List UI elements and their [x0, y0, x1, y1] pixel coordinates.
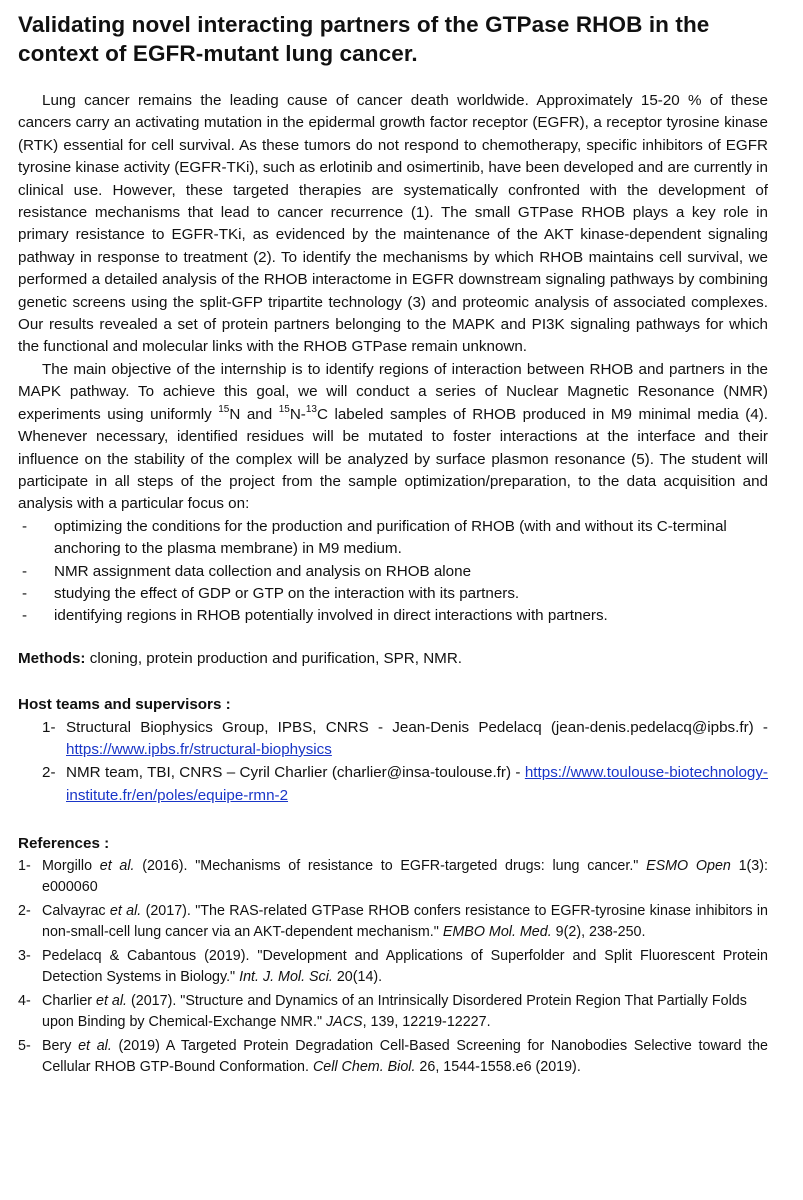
reference-item: 3- Pedelacq & Cabantous (2019). "Development and Applications of Superfolder and Split Fluorescent Protein Detection Systems in Biology." Int. J. Mol. Sci. 20(14).	[18, 947, 768, 985]
list-item: - NMR assignment data collection and analysis on RHOB alone	[18, 561, 768, 583]
intro-paragraph: Lung cancer remains the leading cause of cancer death worldwide. Approximately 15-20 % of these cancers carry an activating mutation in the epidermal growth factor receptor (EGFR), a receptor tyrosine kinase (RTK) essential for cell survival. As these tumors do not respond to chemotherapy, specific inhibitors of EGFR tyrosine kinase activity (EGFR-TKi), such as erlotinib and osimertinib, have been developed and are currently in clinical use. However, these targeted therapies are systematically confronted with the development of resistance mechanisms that lead to cancer recurrence (1). The small GTPase RHOB plays a key role in primary resistance to EGFR-TKi, as evidenced by the maintenance of the AKT kinase-dependent signaling pathway in response to treatment (2). To identify the mechanisms by which RHOB maintains cell survival, we performed a detailed analysis of the RHOB interactome in EGFR downstream signaling pathways by combining genetic screens using the split-GFP tripartite technology (3) and proteomic analysis of associated complexes. Our results revealed a set of protein partners belonging to the MAPK and PI3K signaling pathways for which the functional and molecular links with the RHOB GTPase remain unknown.	[18, 92, 768, 356]
objective-paragraph	[18, 359, 768, 516]
methods-text: cloning, protein production and purification, SPR, NMR.	[85, 649, 463, 667]
objective-text-1: The main objective of the internship is to identify regions of interaction between RHOB and partners in the MAPK pathway. To achieve this goal, we will conduct a series of Nuclear Magnetic Resonance (NMR) experiments using uniformly	[18, 360, 768, 423]
host-link-ipbs[interactable]: https://www.ipbs.fr/structural-biophysics	[66, 740, 332, 758]
hosts-list	[18, 717, 768, 808]
objective-text-2: N and	[229, 405, 279, 423]
bullet-dash: -	[22, 607, 28, 625]
host-link-tbi[interactable]: https://www.toulouse-biotechnology-institute.fr/en/poles/equipe-rmn-2	[66, 764, 768, 804]
isotope-superscript-1: 15	[218, 403, 230, 415]
list-item: - optimizing the conditions for the production and purification of RHOB (with and without its C-terminal anchoring to the plasma membrane) in M9 medium.	[22, 517, 727, 558]
host-item: 2- NMR team, TBI, CNRS – Cyril Charlier (charlier@insa-toulouse.fr) - https://www.toulouse-biotechnology-institute.fr/en/poles/equipe-rmn-2	[42, 764, 768, 804]
reference-item: 2- Calvayrac et al. (2017). "The RAS-related GTPase RHOB confers resistance to EGFR-tyrosine kinase inhibitors in non-small-cell lung cancer via an AKT-dependent mechanism." EMBO Mol. Med. 9(2), 238-250.	[18, 902, 768, 940]
references-heading: References :	[18, 835, 110, 853]
document-page	[18, 10, 768, 1081]
host-item: 1- Structural Biophysics Group, IPBS, CNRS - Jean-Denis Pedelacq (jean-denis.pedelacq@ipbs.fr) - https://www.ipbs.fr/structural-biophysics	[42, 718, 768, 758]
isotope-superscript-2: 15	[278, 403, 290, 415]
reference-item: 1- Morgillo et al. (2016). "Mechanisms of resistance to EGFR-targeted drugs: lung cancer." ESMO Open 1(3): e000060	[18, 857, 768, 895]
reference-item: 5- Bery et al. (2019) A Targeted Protein Degradation Cell-Based Screening for Nanobodies Selective toward the Cellular RHOB GTP-Bound Conformation. Cell Chem. Biol. 26, 1544-1558.e6 (2019).	[18, 1037, 769, 1075]
methods-label: Methods:	[18, 649, 86, 667]
hosts-heading: Host teams and supervisors :	[18, 696, 231, 714]
hosts-section	[18, 694, 768, 807]
objective-text-4: C labeled samples of RHOB produced in M9 minimal media (4). Whenever necessary, identified residues will be mutated to foster interactions at the interface and their influence on the stability of the complex will be analyzed by surface plasmon resonance (5). The student will participate in all steps of the project from the sample optimization/preparation, to the data acquisition and analysis with a particular focus on:	[18, 405, 768, 513]
list-item: - identifying regions in RHOB potentially involved in direct interactions with partners.	[18, 605, 768, 627]
list-item: - studying the effect of GDP or GTP on the interaction with its partners.	[18, 583, 768, 605]
bullet-dash: -	[22, 562, 28, 580]
bullet-dash: -	[22, 584, 28, 602]
bullet-dash: -	[22, 517, 28, 535]
methods-section	[18, 648, 768, 670]
references-section	[18, 833, 768, 1077]
focus-list	[18, 516, 768, 628]
reference-item: 4- Charlier et al. (2017). "Structure and Dynamics of an Intrinsically Disordered Protein Region That Partially Folds upon Binding by Chemical-Exchange NMR." JACS, 139, 12219-12227.	[18, 992, 747, 1030]
references-list	[18, 856, 768, 1078]
isotope-superscript-3: 13	[305, 403, 317, 415]
page-title: Validating novel interacting partners of the GTPase RHOB in the context of EGFR-mutant lung cancer.	[18, 12, 710, 66]
objective-text-3: N-	[289, 405, 306, 423]
